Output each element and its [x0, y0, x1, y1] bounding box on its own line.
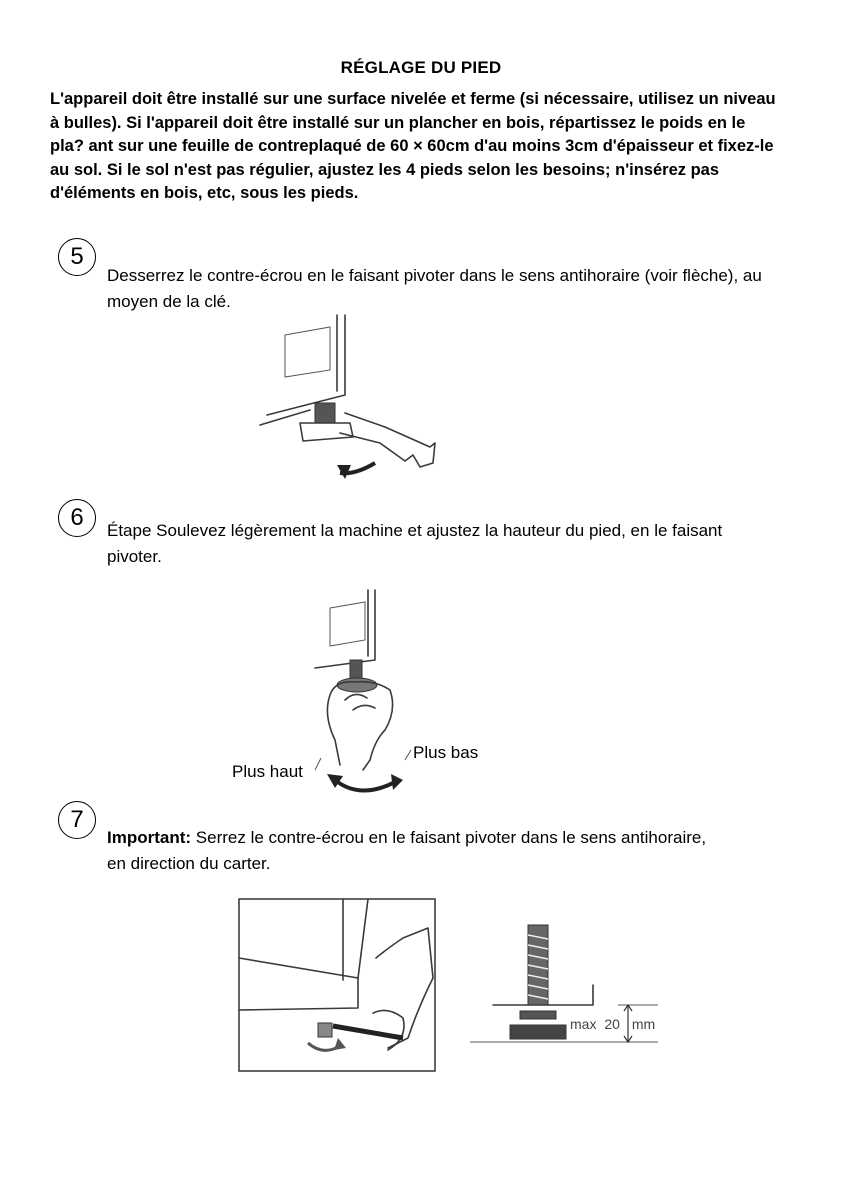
step-7-text — [107, 825, 707, 877]
step-number-5: 5 — [58, 238, 96, 276]
figure-tighten-locknut — [238, 898, 438, 1072]
max-unit: mm — [631, 1016, 656, 1032]
page-title: RÉGLAGE DU PIED — [340, 58, 502, 77]
label-plus-bas: Plus bas — [413, 743, 479, 762]
max-value: 20 — [604, 1016, 620, 1032]
figure-loosen-locknut — [255, 315, 475, 495]
step-number-6: 6 — [58, 499, 96, 537]
label-plus-haut: Plus haut — [232, 762, 303, 781]
max-height-label — [570, 1016, 655, 1032]
intro-paragraph: L'appareil doit être installé sur une surface nivelée et ferme (si nécessaire, utilisez un niveau à bulles). Si l'appareil doit être installé sur un plancher en bois, répartissez le poids en le pla? ant sur une feuille de contreplaqué de 60 × 60cm d'au moins 3cm d'épaisseur et fixez-le au sol. Si le sol n'est pas régulier, ajustez les 4 pieds selon les besoins; n'insérez pas d'éléments en bois, etc, sous les pieds. — [50, 90, 776, 202]
figure-max-height — [468, 925, 668, 1075]
max-label: max — [570, 1016, 597, 1032]
step-5-text: Desserrez le contre-écrou en le faisant pivoter dans le sens antihoraire (voir flèche), au moyen de la clé. — [107, 266, 762, 311]
step-7-body: Serrez le contre-écrou en le faisant pivoter dans le sens antihoraire, en direction du carter. — [107, 828, 707, 873]
figure-adjust-foot — [305, 590, 485, 810]
step-6-text: Étape Soulevez légèrement la machine et ajustez la hauteur du pied, en le faisant pivoter. — [107, 521, 723, 566]
step-number-7: 7 — [58, 801, 96, 839]
step-7-important-label: Important: — [107, 828, 192, 847]
